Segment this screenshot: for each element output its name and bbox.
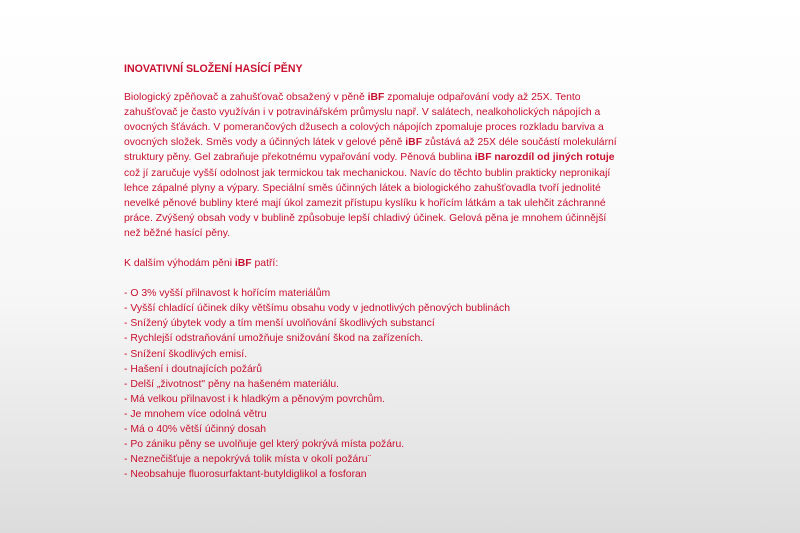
list-item: - O 3% vyšší přilnavost k hořícím materiálům — [124, 288, 331, 300]
brand-highlight: iBF narozdíl od jiných rotuje — [474, 152, 615, 164]
list-item: - Rychlejší odstraňování umožňuje snižování škod na zařízeních. — [124, 333, 424, 345]
list-item: - Má velkou přilnavost i k hladkým a pěnovým povrchům. — [124, 393, 386, 405]
list-item: - Má o 40% větší účinný dosah — [124, 423, 267, 435]
text-span: a účinných látek v gelové pěně — [257, 137, 406, 149]
paragraph-line: ovocných šťávách. V pomerančových džusech a colových nápojích zpomaluje proces rozkladu barviva a — [124, 122, 604, 134]
paragraph-line — [124, 150, 664, 165]
text-span: K dalším výhodám pěni — [124, 258, 235, 270]
paragraph-line: nevelké pěnové bubliny které mají úkol zamezit přístupu kyslíku k hořícím látkám a tak ulehčit záchranné — [124, 197, 606, 209]
list-item: - Neobsahuje fluorosurfaktant-butyldiglikol a fosforan — [124, 469, 367, 481]
text-span: zpomaluje odpařování vody až 25X. Tento — [384, 92, 581, 104]
text-span: vody — [235, 137, 258, 149]
document-page — [124, 62, 664, 482]
benefits-list — [124, 286, 664, 482]
description-paragraph — [124, 90, 664, 241]
text-span: struktury pěny. Gel zabraňuje překotnému vypařování vody. Pěnová bublina — [124, 152, 475, 164]
list-item: - Neznečišťuje a nepokrývá tolik místa v okolí požáru¨ — [124, 454, 372, 466]
benefits-intro — [124, 256, 664, 271]
list-item: - Po zániku pěny se uvolňuje gel který pokrývá místa požáru. — [124, 439, 405, 451]
paragraph-line: lehce zápalné plyny a výpary. Speciální směs účinných látek a biologického zahušťovadla tvoří jednolité — [124, 182, 601, 194]
text-span: zůstává až 25X déle součástí molekulární — [422, 137, 617, 149]
list-item: - Je mnohem více odolná větru — [124, 408, 267, 420]
paragraph-line: zahušťovač je často využíván i v potravinářském průmyslu např. V salátech, nealkoholických nápojích a — [124, 107, 601, 119]
list-item: - Delší „životnost" pěny na hašeném materiálu. — [124, 378, 340, 390]
paragraph-line: než běžné hasící pěny. — [124, 227, 231, 239]
paragraph-line: což jí zaručuje vyšší odolnost jak termickou tak mechanickou. Navíc do těchto bublin prakticky nepronikají — [124, 167, 611, 179]
list-item: - Hašení i doutnajících požárů — [124, 363, 263, 375]
brand-name: iBF — [234, 258, 252, 270]
text-span: ovocných složek. Směs — [124, 137, 236, 149]
brand-name: iBF — [405, 137, 423, 149]
text-span: Biologický zpěňovač a zahušťovač obsažený v pěně — [124, 92, 368, 104]
paragraph-line — [124, 135, 664, 150]
document-title: INOVATIVNÍ SLOŽENÍ HASÍCÍ PĚNY — [124, 63, 303, 75]
list-item: - Snížení škodlivých emisí. — [124, 348, 247, 360]
list-item: - Vyšší chladící účinek díky většímu obsahu vody v jednotlivých pěnových bublinách — [124, 303, 511, 315]
text-span: patří: — [251, 258, 279, 270]
list-item: - Snížený úbytek vody a tím menší uvolňování škodlivých substancí — [124, 318, 435, 330]
brand-name: iBF — [367, 92, 385, 104]
paragraph-line — [124, 90, 664, 105]
paragraph-line: práce. Zvýšený obsah vody v bublině způsobuje lepší chladivý účinek. Gelová pěna je mnohem účinnější — [124, 212, 607, 224]
